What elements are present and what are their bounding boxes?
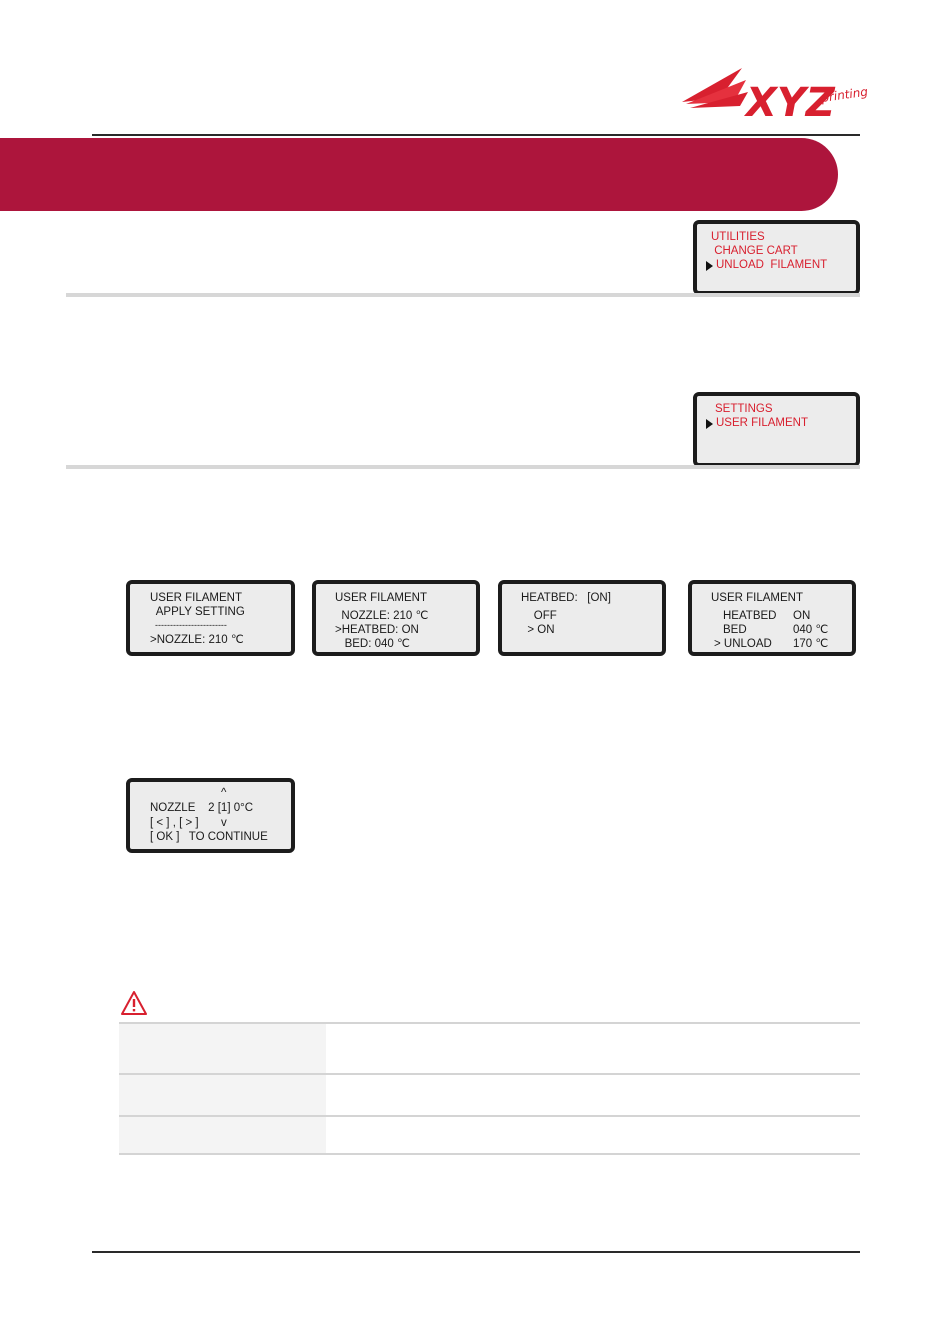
xyzprinting-logo <box>676 58 869 134</box>
logo-text-main: XYZ <box>746 80 835 126</box>
lcd-line-selected: USER FILAMENT <box>716 417 809 429</box>
lcd-value: 170 ℃ <box>793 638 829 650</box>
table-bottom-rule <box>119 1153 860 1155</box>
warning-table <box>119 1022 860 1153</box>
lcd-label: > UNLOAD <box>714 638 772 650</box>
lcd-line: OFF <box>521 610 557 622</box>
footer-rule <box>92 1251 860 1253</box>
lcd-line: USER FILAMENT <box>150 592 243 604</box>
lcd-line: [ OK ] TO CONTINUE <box>150 831 268 843</box>
lcd-label: HEATBED <box>723 610 777 622</box>
table-row <box>119 1073 860 1115</box>
lcd-line: [ < ] , [ > ] v <box>150 817 227 829</box>
lcd-settings-menu <box>693 392 860 467</box>
up-caret-icon: ^ <box>221 787 227 799</box>
cursor-arrow-icon <box>706 261 713 271</box>
lcd-line: USER FILAMENT <box>711 592 804 604</box>
lcd-line: SETTINGS <box>715 403 773 415</box>
lcd-line: UTILITIES <box>711 231 765 243</box>
warning-triangle-icon <box>120 990 148 1016</box>
section-divider <box>66 465 860 469</box>
lcd-line: BED: 040 ℃ <box>335 638 410 650</box>
lcd-temperature-adjust <box>126 778 295 853</box>
lcd-line: APPLY SETTING <box>150 606 245 618</box>
header-rule <box>92 134 860 136</box>
lcd-nozzle-setting <box>312 580 480 656</box>
table-row <box>119 1022 860 1073</box>
lcd-label: BED <box>723 624 747 636</box>
lcd-apply-setting <box>126 580 295 656</box>
lcd-utilities-menu <box>693 220 860 295</box>
lcd-line: USER FILAMENT <box>335 592 428 604</box>
lcd-unload-setting <box>688 580 856 656</box>
lcd-line: HEATBED: [ON] <box>521 592 611 604</box>
lcd-line: NOZZLE: 210 ℃ <box>335 610 429 622</box>
lcd-line-selected: UNLOAD FILAMENT <box>716 259 828 271</box>
cursor-arrow-icon <box>706 419 713 429</box>
lcd-value: ON <box>793 610 811 622</box>
table-cell <box>119 1075 326 1115</box>
section-divider <box>66 293 860 297</box>
logo-text-sub: printing <box>820 84 869 105</box>
lcd-line: ------------------------ <box>150 620 227 630</box>
lcd-heatbed-setting <box>498 580 666 656</box>
table-cell <box>119 1117 326 1153</box>
table-row <box>119 1115 860 1153</box>
lcd-line: >HEATBED: ON <box>335 624 419 636</box>
lcd-line: > ON <box>521 624 555 636</box>
section-banner <box>0 138 838 211</box>
lcd-line: CHANGE CART <box>711 245 798 257</box>
lcd-line: NOZZLE 2 [1] 0°C <box>150 802 254 814</box>
lcd-line: >NOZZLE: 210 ℃ <box>150 634 244 646</box>
lcd-value: 040 ℃ <box>793 624 829 636</box>
table-cell <box>119 1024 326 1073</box>
